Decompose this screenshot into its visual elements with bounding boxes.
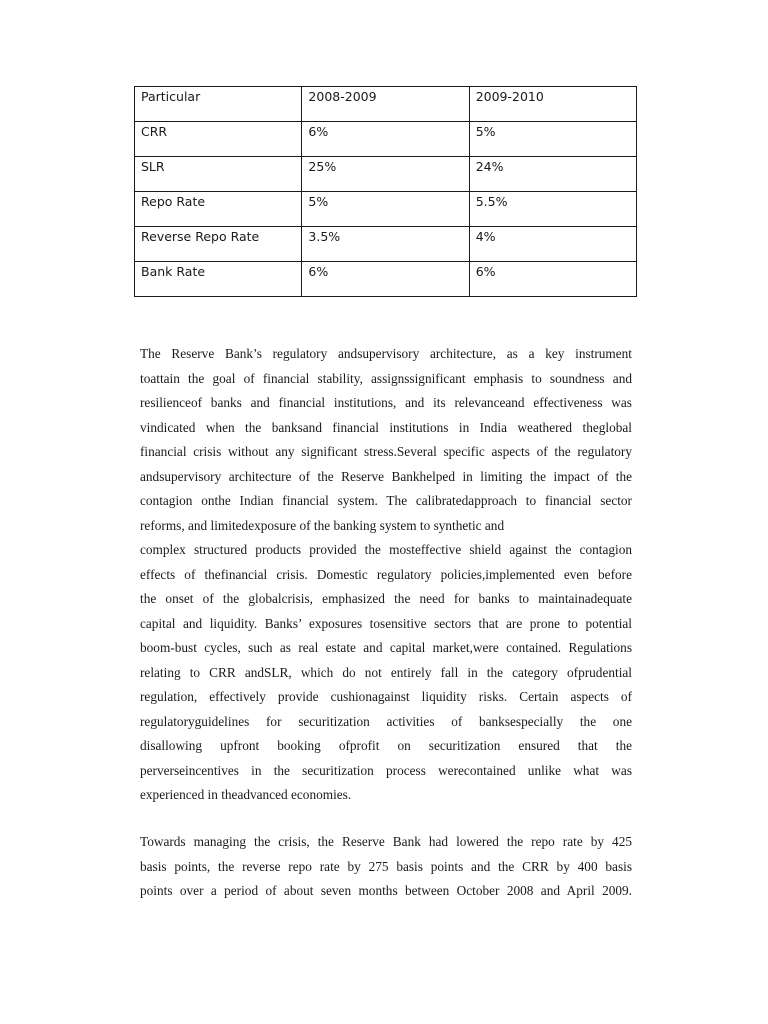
text-line: the onset of the globalcrisis, emphasized the need for banks to maintainadequate <box>140 591 632 606</box>
text-line: reforms, and limitedexposure of the banking system to synthetic and <box>140 517 505 533</box>
table-cell: 6% <box>302 122 469 157</box>
table-row <box>135 192 637 227</box>
table-row <box>135 262 637 297</box>
table-cell: 3.5% <box>302 227 469 262</box>
text-line: resilienceof banks and financial institutions, and its relevanceand effectiveness was <box>140 395 632 410</box>
header-cell-2008-2009: 2008-2009 <box>302 87 469 122</box>
text-line: effects of thefinancial crisis. Domestic regulatory policies,implemented even before <box>140 566 632 582</box>
text-line: financial crisis without any significant stress.Several specific aspects of the regulatory <box>140 444 632 459</box>
table-cell: CRR <box>135 122 302 157</box>
header-cell-particular: Particular <box>135 87 302 122</box>
body-paragraph-regulatory-architecture <box>140 342 632 808</box>
text-line: andsupervisory architecture of the Reserve Bankhelped in limiting the impact of the <box>140 468 632 484</box>
table-cell: 4% <box>469 227 636 262</box>
text-line: relating to CRR andSLR, which do not entirely fall in the category ofprudential <box>140 664 632 680</box>
table-cell: 25% <box>302 157 469 192</box>
text-line: experienced in theadvanced economies. <box>140 787 352 802</box>
text-line: vindicated when the banksand financial institutions in India weathered theglobal <box>140 419 632 435</box>
table-cell: 6% <box>469 262 636 297</box>
table-cell: 24% <box>469 157 636 192</box>
table-row <box>135 227 637 262</box>
text-line: perverseincentives in the securitization process werecontained unlike what was <box>140 762 632 778</box>
text-line: regulatoryguidelines for securitization activities of banksespecially the one <box>140 713 632 729</box>
table-row <box>135 122 637 157</box>
table-cell: 5% <box>469 122 636 157</box>
table-header-row <box>135 87 637 122</box>
table-cell: Repo Rate <box>135 192 302 227</box>
table-cell: Bank Rate <box>135 262 302 297</box>
text-line: complex structured products provided the mosteffective shield against the contagion <box>140 542 632 557</box>
table-cell: 5% <box>302 192 469 227</box>
text-line: boom-bust cycles, such as real estate and capital market,were contained. Regulations <box>140 640 632 655</box>
table-cell: 6% <box>302 262 469 297</box>
text-line: capital and liquidity. Banks’ exposures tosensitive sectors that are prone to potential <box>140 615 632 631</box>
text-line: contagion onthe Indian financial system. The calibratedapproach to financial sector <box>140 493 632 508</box>
table-cell: 5.5% <box>469 192 636 227</box>
table-cell: Reverse Repo Rate <box>135 227 302 262</box>
text-line: regulation, effectively provide cushionagainst liquidity risks. Certain aspects of <box>140 689 632 704</box>
text-line: points over a period of about seven months between October 2008 and April 2009. <box>140 883 632 898</box>
text-line: Towards managing the crisis, the Reserve Bank had lowered the repo rate by 425 <box>140 834 632 849</box>
text-line: disallowing upfront booking ofprofit on securitization ensured that the <box>140 738 632 753</box>
body-paragraph-crisis-management <box>140 830 632 904</box>
text-line: basis points, the reverse repo rate by 275 basis points and the CRR by 400 basis <box>140 858 632 874</box>
header-cell-2009-2010: 2009-2010 <box>469 87 636 122</box>
text-line: toattain the goal of financial stability, assignssignificant emphasis to soundness and <box>140 370 632 386</box>
table-row <box>135 157 637 192</box>
text-line: The Reserve Bank’s regulatory andsupervisory architecture, as a key instrument <box>140 346 632 361</box>
table-cell: SLR <box>135 157 302 192</box>
rates-table <box>134 86 637 297</box>
